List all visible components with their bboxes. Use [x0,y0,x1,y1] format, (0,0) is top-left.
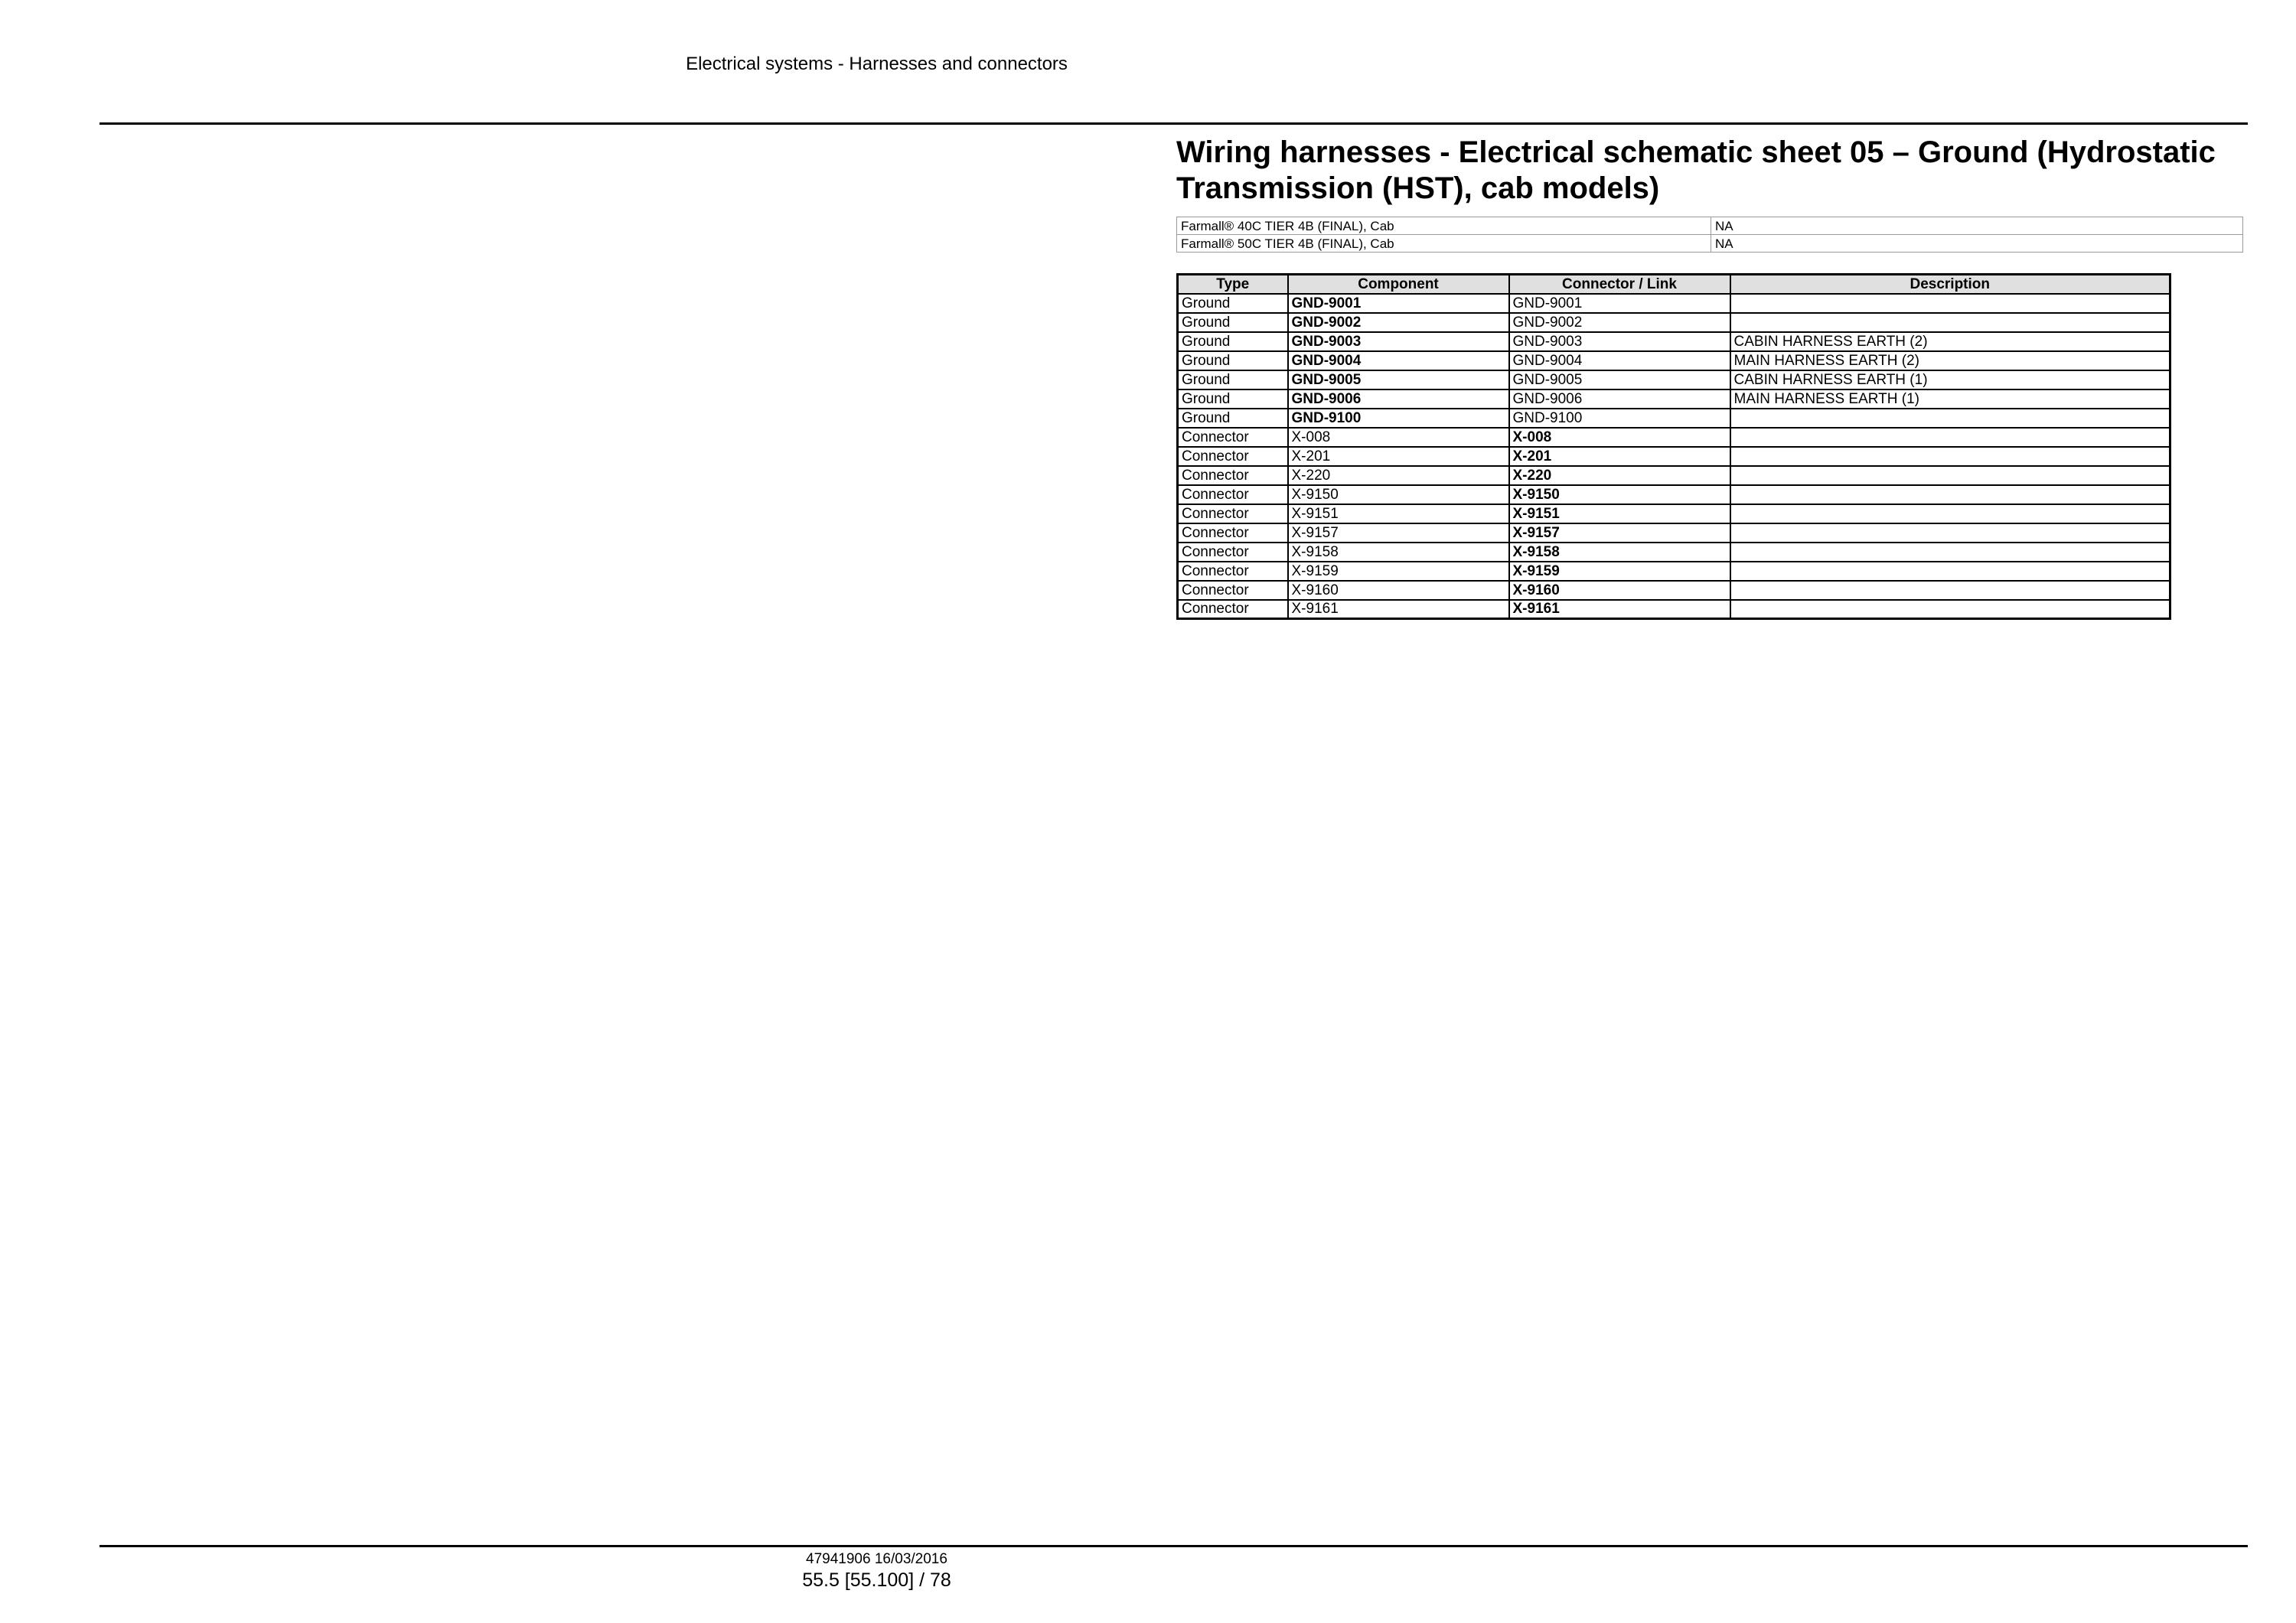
cell-connector: GND-9006 [1509,389,1730,409]
table-row [1178,294,2170,313]
cell-component: X-9158 [1288,543,1509,562]
cell-component: X-9157 [1288,523,1509,543]
cell-type: Ground [1178,409,1288,428]
cell-connector: GND-9005 [1509,370,1730,389]
cell-connector[interactable]: X-9150 [1509,485,1730,504]
cell-type: Ground [1178,351,1288,370]
cell-connector: GND-9004 [1509,351,1730,370]
cell-component[interactable]: GND-9001 [1288,294,1509,313]
cell-type: Ground [1178,389,1288,409]
footer-rule [99,1545,2248,1547]
cell-type: Connector [1178,428,1288,447]
table-row [1178,351,2170,370]
cell-description [1730,294,2170,313]
cell-component: X-9151 [1288,504,1509,523]
cell-type: Ground [1178,332,1288,351]
table-row [1178,504,2170,523]
cell-connector[interactable]: X-9161 [1509,600,1730,619]
cell-description: MAIN HARNESS EARTH (2) [1730,351,2170,370]
cell-type: Connector [1178,562,1288,581]
cell-component[interactable]: GND-9005 [1288,370,1509,389]
cell-connector[interactable]: X-9158 [1509,543,1730,562]
header-rule [99,122,2248,125]
section-title: Wiring harnesses - Electrical schematic sheet 05 – Ground (Hydrostatic Transmission (HST), cab models) [1176,135,2216,205]
cell-component: X-9161 [1288,600,1509,619]
cell-component: X-220 [1288,466,1509,485]
model-row [1177,235,2243,253]
table-row [1178,447,2170,466]
table-row [1178,409,2170,428]
table-row [1178,523,2170,543]
cell-connector[interactable]: X-9159 [1509,562,1730,581]
table-row [1178,581,2170,600]
cell-description: CABIN HARNESS EARTH (2) [1730,332,2170,351]
table-row [1178,485,2170,504]
parts-table-header [1178,275,2170,294]
cell-type: Connector [1178,600,1288,619]
cell-connector[interactable]: X-9160 [1509,581,1730,600]
cell-component[interactable]: GND-9100 [1288,409,1509,428]
table-row [1178,466,2170,485]
cell-component[interactable]: GND-9006 [1288,389,1509,409]
cell-connector[interactable]: X-008 [1509,428,1730,447]
cell-type: Connector [1178,581,1288,600]
cell-description [1730,447,2170,466]
cell-component: X-9160 [1288,581,1509,600]
cell-description [1730,485,2170,504]
model-region: NA [1711,235,2243,253]
cell-type: Connector [1178,523,1288,543]
cell-description [1730,466,2170,485]
cell-connector[interactable]: X-201 [1509,447,1730,466]
cell-component[interactable]: GND-9002 [1288,313,1509,332]
cell-connector[interactable]: X-9151 [1509,504,1730,523]
cell-connector[interactable]: X-220 [1509,466,1730,485]
cell-connector[interactable]: X-9157 [1509,523,1730,543]
cell-description [1730,504,2170,523]
cell-description [1730,523,2170,543]
table-row [1178,370,2170,389]
model-row [1177,217,2243,235]
table-row [1178,332,2170,351]
parts-table [1176,273,2171,620]
header-component: Component [1288,275,1509,294]
cell-connector: GND-9003 [1509,332,1730,351]
running-header: Electrical systems - Harnesses and connectors [686,54,1068,74]
cell-connector: GND-9002 [1509,313,1730,332]
header-type: Type [1178,275,1288,294]
cell-description [1730,581,2170,600]
table-row [1178,389,2170,409]
header-connector: Connector / Link [1509,275,1730,294]
cell-component: X-201 [1288,447,1509,466]
cell-type: Ground [1178,294,1288,313]
cell-description [1730,428,2170,447]
cell-type: Ground [1178,370,1288,389]
table-row [1178,562,2170,581]
table-row [1178,313,2170,332]
page-number: 55.5 [55.100] / 78 [802,1569,951,1591]
table-row [1178,543,2170,562]
cell-type: Connector [1178,485,1288,504]
cell-type: Ground [1178,313,1288,332]
models-table [1176,217,2243,253]
cell-type: Connector [1178,447,1288,466]
cell-component: X-9150 [1288,485,1509,504]
document-reference: 47941906 16/03/2016 [806,1551,947,1567]
cell-component: X-9159 [1288,562,1509,581]
cell-description [1730,409,2170,428]
cell-component[interactable]: GND-9004 [1288,351,1509,370]
model-name: Farmall® 50C TIER 4B (FINAL), Cab [1177,235,1711,253]
cell-type: Connector [1178,543,1288,562]
cell-description [1730,313,2170,332]
cell-description [1730,600,2170,619]
cell-component: X-008 [1288,428,1509,447]
table-row [1178,600,2170,619]
cell-connector: GND-9001 [1509,294,1730,313]
cell-component[interactable]: GND-9003 [1288,332,1509,351]
cell-connector: GND-9100 [1509,409,1730,428]
cell-description [1730,562,2170,581]
table-row [1178,428,2170,447]
cell-type: Connector [1178,504,1288,523]
cell-type: Connector [1178,466,1288,485]
cell-description [1730,543,2170,562]
cell-description: CABIN HARNESS EARTH (1) [1730,370,2170,389]
cell-description: MAIN HARNESS EARTH (1) [1730,389,2170,409]
model-name: Farmall® 40C TIER 4B (FINAL), Cab [1177,217,1711,235]
model-region: NA [1711,217,2243,235]
header-description: Description [1730,275,2170,294]
